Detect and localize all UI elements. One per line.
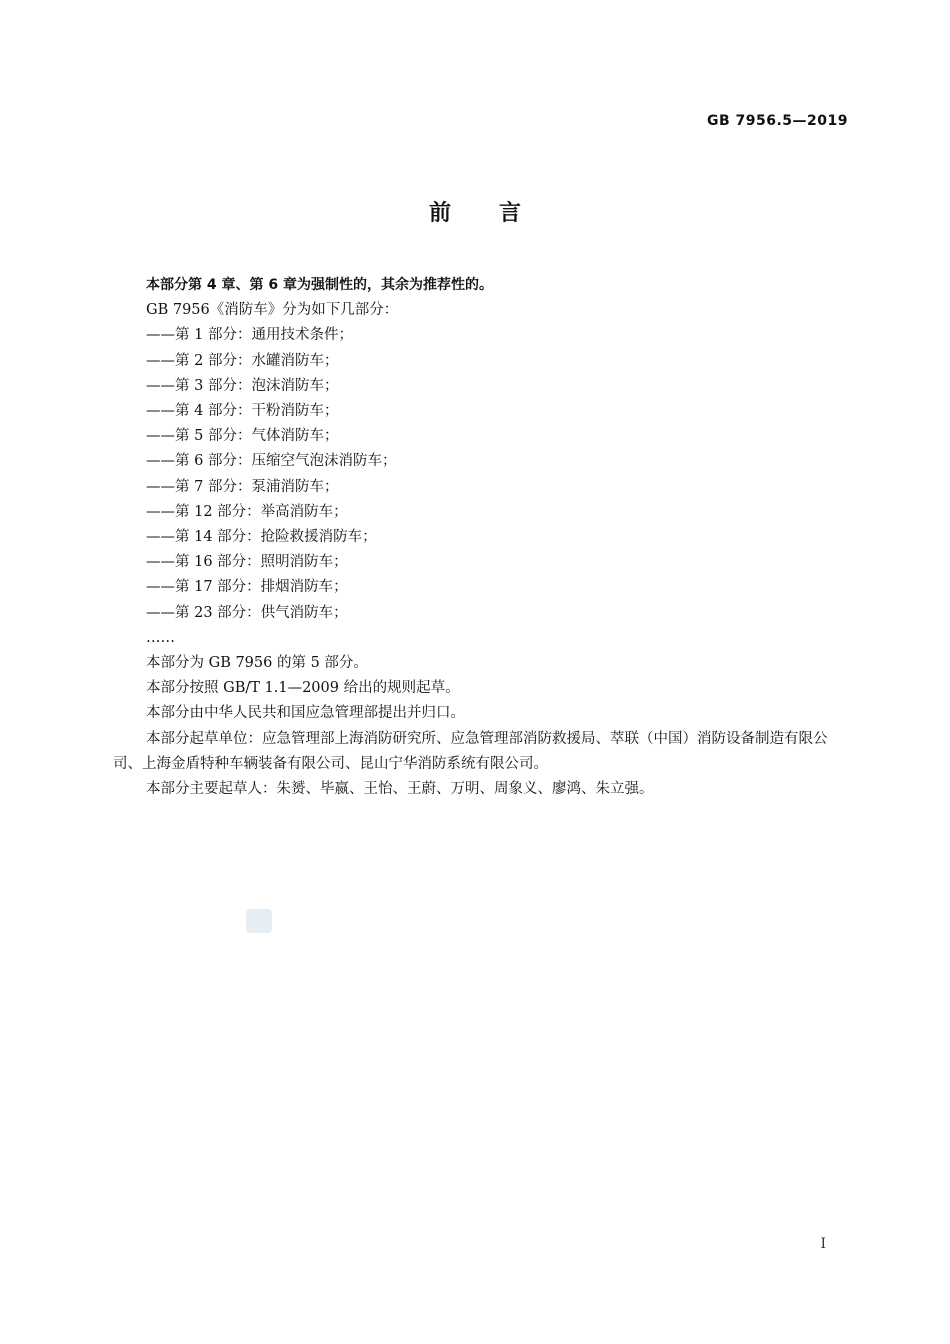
standard-number: GB 7956.5—2019 xyxy=(706,113,848,129)
list-item: ——第 12 部分：举高消防车； xyxy=(146,503,348,520)
watermark-logo-icon xyxy=(246,909,272,933)
list-item: ——第 6 部分：压缩空气泡沫消防车； xyxy=(146,453,397,470)
foreword-body xyxy=(113,273,853,802)
page-title: 前言 xyxy=(428,201,569,226)
page-number: I xyxy=(820,1236,826,1252)
list-item: ——第 4 部分：干粉消防车； xyxy=(146,403,339,420)
paragraph-drafting-rules: 本部分按照 GB/T 1.1—2009 给出的规则起草。 xyxy=(146,680,460,697)
list-item: ——第 1 部分：通用技术条件； xyxy=(146,327,353,344)
list-item: ——第 5 部分：气体消防车； xyxy=(146,428,339,445)
list-item: ——第 17 部分：排烟消防车； xyxy=(146,579,348,596)
parts-intro: GB 7956《消防车》分为如下几部分： xyxy=(146,302,399,319)
paragraph-proposer: 本部分由中华人民共和国应急管理部提出并归口。 xyxy=(146,705,465,722)
list-item: ——第 3 部分：泡沫消防车； xyxy=(146,377,339,394)
list-item: ——第 2 部分：水罐消防车； xyxy=(146,352,339,369)
paragraph-part-number: 本部分为 GB 7956 的第 5 部分。 xyxy=(146,655,368,672)
list-item: ——第 16 部分：照明消防车； xyxy=(146,554,348,571)
list-item: ——第 7 部分：泵浦消防车； xyxy=(146,478,339,495)
list-item: ——第 23 部分：供气消防车； xyxy=(146,604,348,621)
ellipsis: …… xyxy=(146,629,175,646)
paragraph-drafters: 本部分主要起草人：朱赟、毕嬴、王怡、王蔚、万明、周象义、廖鸿、朱立强。 xyxy=(146,781,654,798)
mandatory-statement: 本部分第 4 章、第 6 章为强制性的，其余为推荐性的。 xyxy=(146,277,493,293)
list-item: ——第 14 部分：抢险救援消防车； xyxy=(146,529,377,546)
paragraph-drafting-units: 本部分起草单位：应急管理部上海消防研究所、应急管理部消防救援局、萃联（中国）消防设备制造有限公司、上海金盾特种车辆装备有限公司、昆山宁华消防系统有限公司。 xyxy=(113,730,828,772)
